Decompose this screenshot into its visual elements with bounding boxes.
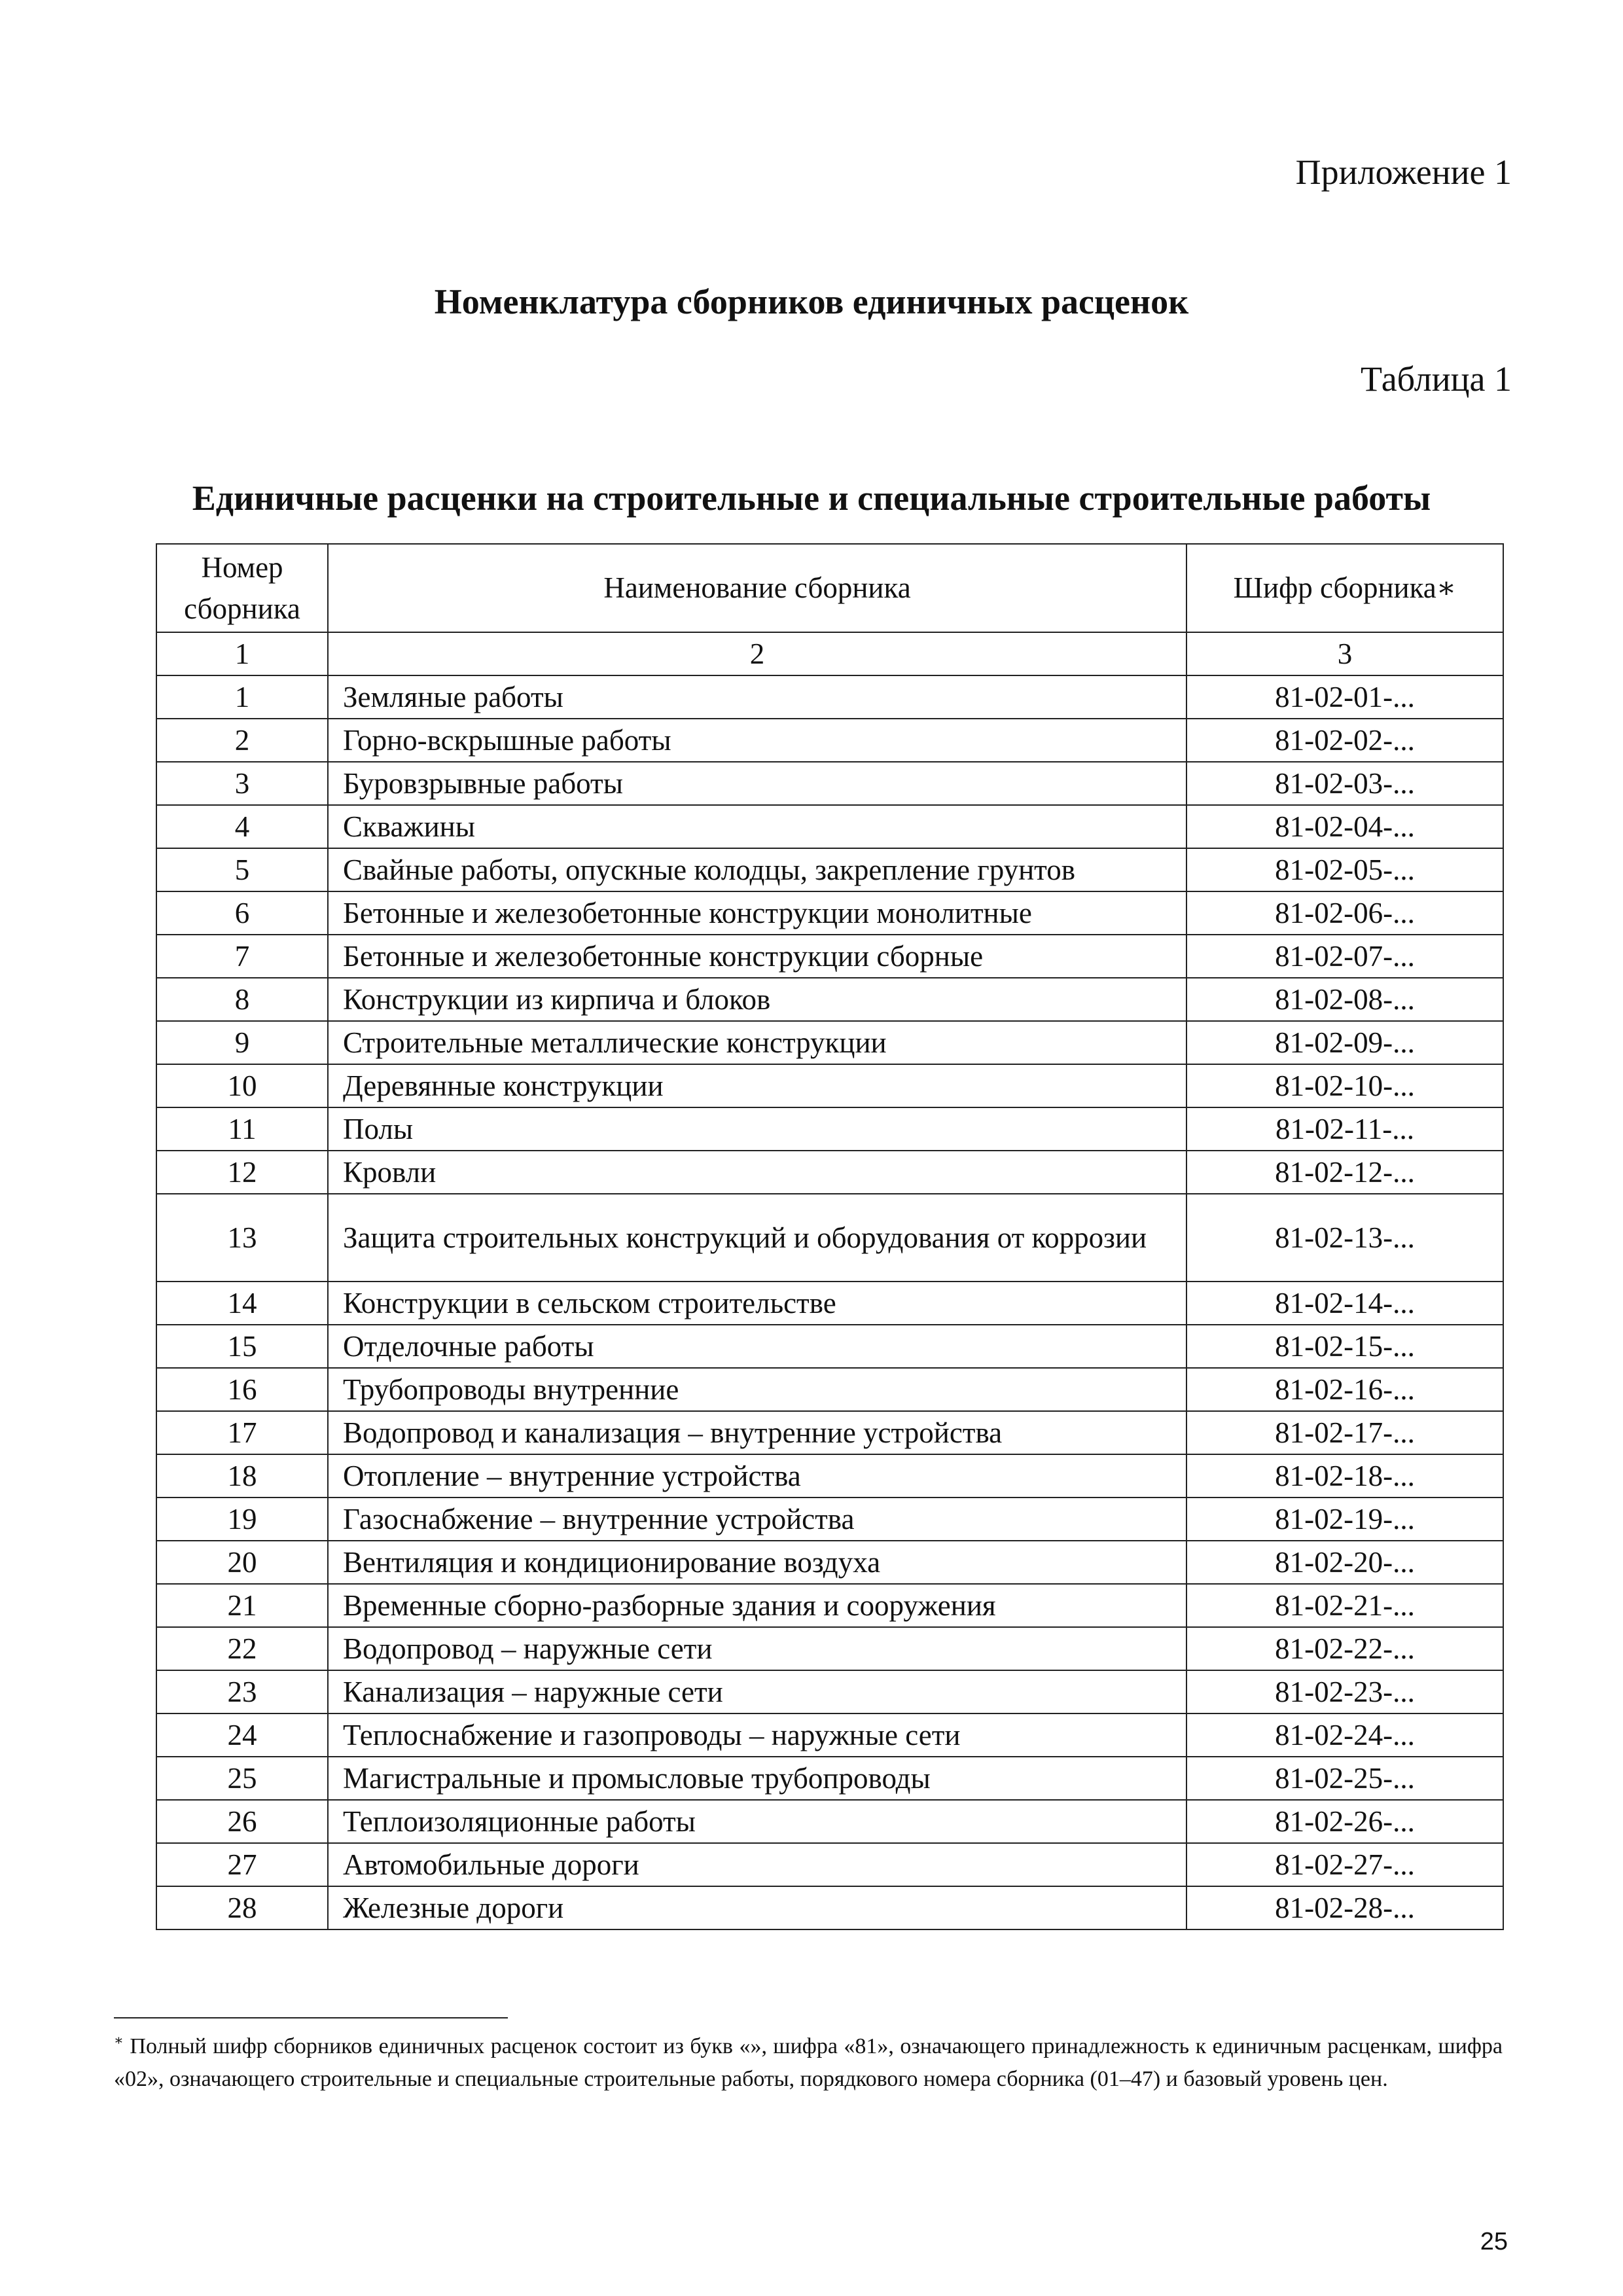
collection-code: 81-02-23-... xyxy=(1186,1670,1503,1713)
collection-number: 1 xyxy=(156,675,328,719)
table-row xyxy=(156,1541,1503,1584)
table-row xyxy=(156,1843,1503,1886)
section-title: Единичные расценки на строительные и специальные строительные работы xyxy=(192,478,1431,518)
collection-number: 24 xyxy=(156,1713,328,1757)
collection-code: 81-02-12-... xyxy=(1186,1151,1503,1194)
column-number-1: 1 xyxy=(156,632,328,675)
table-row xyxy=(156,1886,1503,1929)
collection-name: Земляные работы xyxy=(328,675,1186,719)
collection-number: 12 xyxy=(156,1151,328,1194)
collection-code: 81-02-11-... xyxy=(1186,1107,1503,1151)
collection-name: Канализация – наружные сети xyxy=(328,1670,1186,1713)
collection-number: 15 xyxy=(156,1325,328,1368)
table-row xyxy=(156,1282,1503,1325)
nomenclature-table xyxy=(156,543,1504,1930)
collection-number: 6 xyxy=(156,891,328,935)
footnote xyxy=(114,2030,1503,2096)
table-row xyxy=(156,675,1503,719)
table-row xyxy=(156,1454,1503,1498)
collection-code: 81-02-06-... xyxy=(1186,891,1503,935)
collection-number: 11 xyxy=(156,1107,328,1151)
column-number-row xyxy=(156,632,1503,675)
collection-name: Вентиляция и кондиционирование воздуха xyxy=(328,1541,1186,1584)
collection-name: Временные сборно-разборные здания и сооружения xyxy=(328,1584,1186,1627)
collection-number: 3 xyxy=(156,762,328,805)
collection-number: 28 xyxy=(156,1886,328,1929)
collection-name: Водопровод – наружные сети xyxy=(328,1627,1186,1670)
collection-name: Автомобильные дороги xyxy=(328,1843,1186,1886)
collection-code: 81-02-07-... xyxy=(1186,935,1503,978)
collection-code: 81-02-27-... xyxy=(1186,1843,1503,1886)
header-number-line1: Номер xyxy=(201,550,283,584)
table-row xyxy=(156,1107,1503,1151)
collection-name: Трубопроводы внутренние xyxy=(328,1368,1186,1411)
collection-code: 81-02-08-... xyxy=(1186,978,1503,1021)
collection-code: 81-02-10-... xyxy=(1186,1064,1503,1107)
collection-code: 81-02-02-... xyxy=(1186,719,1503,762)
collection-number: 5 xyxy=(156,848,328,891)
collection-number: 17 xyxy=(156,1411,328,1454)
table-row xyxy=(156,1064,1503,1107)
collection-name: Бетонные и железобетонные конструкции сборные xyxy=(328,935,1186,978)
collection-code: 81-02-09-... xyxy=(1186,1021,1503,1064)
table-row xyxy=(156,1151,1503,1194)
collection-number: 26 xyxy=(156,1800,328,1843)
collection-name: Отделочные работы xyxy=(328,1325,1186,1368)
table-row xyxy=(156,1325,1503,1368)
page-number: 25 xyxy=(1480,2228,1508,2255)
collection-code: 81-02-25-... xyxy=(1186,1757,1503,1800)
collection-number: 16 xyxy=(156,1368,328,1411)
collection-name: Отопление – внутренние устройства xyxy=(328,1454,1186,1498)
table-row xyxy=(156,978,1503,1021)
collection-code: 81-02-19-... xyxy=(1186,1498,1503,1541)
collection-name: Магистральные и промысловые трубопроводы xyxy=(328,1757,1186,1800)
table-row xyxy=(156,1021,1503,1064)
collection-code: 81-02-20-... xyxy=(1186,1541,1503,1584)
collection-name: Водопровод и канализация – внутренние устройства xyxy=(328,1411,1186,1454)
collection-code: 81-02-04-... xyxy=(1186,805,1503,848)
column-number-3: 3 xyxy=(1186,632,1503,675)
collection-code: 81-02-17-... xyxy=(1186,1411,1503,1454)
collection-number: 23 xyxy=(156,1670,328,1713)
appendix-label: Приложение 1 xyxy=(1295,152,1512,192)
collection-name: Защита строительных конструкций и оборудования от коррозии xyxy=(328,1194,1186,1282)
table-row xyxy=(156,1800,1503,1843)
footnote-marker: ∗ xyxy=(114,2032,124,2049)
collection-number: 19 xyxy=(156,1498,328,1541)
collection-number: 2 xyxy=(156,719,328,762)
collection-number: 21 xyxy=(156,1584,328,1627)
main-title: Номенклатура сборников единичных расценок xyxy=(434,282,1189,321)
collection-number: 14 xyxy=(156,1282,328,1325)
collection-name: Свайные работы, опускные колодцы, закрепление грунтов xyxy=(328,848,1186,891)
collection-name: Конструкции из кирпича и блоков xyxy=(328,978,1186,1021)
footnote-text: Полный шифр сборников единичных расценок состоит из букв «», шифра «81», означающего принадлежность к единичным расценкам, шифра «02», означающего строительные и специальные строительные работы, порядкового номера сборника (01–47) и базовый уровень цен. xyxy=(114,2034,1503,2091)
table-row xyxy=(156,1584,1503,1627)
table-row xyxy=(156,1670,1503,1713)
collection-number: 22 xyxy=(156,1627,328,1670)
collection-number: 25 xyxy=(156,1757,328,1800)
collection-code: 81-02-26-... xyxy=(1186,1800,1503,1843)
collection-code: 81-02-16-... xyxy=(1186,1368,1503,1411)
collection-code: 81-02-01-... xyxy=(1186,675,1503,719)
table-row xyxy=(156,935,1503,978)
header-number xyxy=(156,544,328,632)
collection-code: 81-02-28-... xyxy=(1186,1886,1503,1929)
table-row xyxy=(156,1757,1503,1800)
table-row xyxy=(156,805,1503,848)
table-row xyxy=(156,1627,1503,1670)
collection-code: 81-02-03-... xyxy=(1186,762,1503,805)
collection-code: 81-02-14-... xyxy=(1186,1282,1503,1325)
collection-name: Железные дороги xyxy=(328,1886,1186,1929)
collection-name: Скважины xyxy=(328,805,1186,848)
table-row xyxy=(156,762,1503,805)
collection-code: 81-02-21-... xyxy=(1186,1584,1503,1627)
table-row xyxy=(156,1411,1503,1454)
table-header-row xyxy=(156,544,1503,632)
collection-number: 7 xyxy=(156,935,328,978)
collection-name: Полы xyxy=(328,1107,1186,1151)
header-name: Наименование сборника xyxy=(328,544,1186,632)
column-number-2: 2 xyxy=(328,632,1186,675)
collection-name: Теплоснабжение и газопроводы – наружные сети xyxy=(328,1713,1186,1757)
collection-number: 18 xyxy=(156,1454,328,1498)
collection-number: 20 xyxy=(156,1541,328,1584)
table-row xyxy=(156,891,1503,935)
collection-code: 81-02-05-... xyxy=(1186,848,1503,891)
table-row xyxy=(156,848,1503,891)
collection-name: Бетонные и железобетонные конструкции монолитные xyxy=(328,891,1186,935)
collection-number: 13 xyxy=(156,1194,328,1282)
table-row xyxy=(156,1194,1503,1282)
collection-name: Деревянные конструкции xyxy=(328,1064,1186,1107)
collection-name: Теплоизоляционные работы xyxy=(328,1800,1186,1843)
collection-number: 9 xyxy=(156,1021,328,1064)
collection-name: Буровзрывные работы xyxy=(328,762,1186,805)
table-row xyxy=(156,1368,1503,1411)
table-row xyxy=(156,1498,1503,1541)
collection-number: 27 xyxy=(156,1843,328,1886)
table-label: Таблица 1 xyxy=(1361,359,1512,399)
collection-name: Строительные металлические конструкции xyxy=(328,1021,1186,1064)
collection-code: 81-02-24-... xyxy=(1186,1713,1503,1757)
collection-name: Газоснабжение – внутренние устройства xyxy=(328,1498,1186,1541)
collection-name: Горно-вскрышные работы xyxy=(328,719,1186,762)
collection-name: Конструкции в сельском строительстве xyxy=(328,1282,1186,1325)
collection-code: 81-02-22-... xyxy=(1186,1627,1503,1670)
table-row xyxy=(156,719,1503,762)
collection-code: 81-02-18-... xyxy=(1186,1454,1503,1498)
table-row xyxy=(156,1713,1503,1757)
collection-code: 81-02-13-... xyxy=(1186,1194,1503,1282)
footnote-divider xyxy=(114,2017,508,2018)
header-number-line2: сборника xyxy=(184,592,300,625)
collection-code: 81-02-15-... xyxy=(1186,1325,1503,1368)
collection-number: 4 xyxy=(156,805,328,848)
collection-number: 8 xyxy=(156,978,328,1021)
collection-name: Кровли xyxy=(328,1151,1186,1194)
collection-number: 10 xyxy=(156,1064,328,1107)
header-code: Шифр сборника∗ xyxy=(1186,544,1503,632)
